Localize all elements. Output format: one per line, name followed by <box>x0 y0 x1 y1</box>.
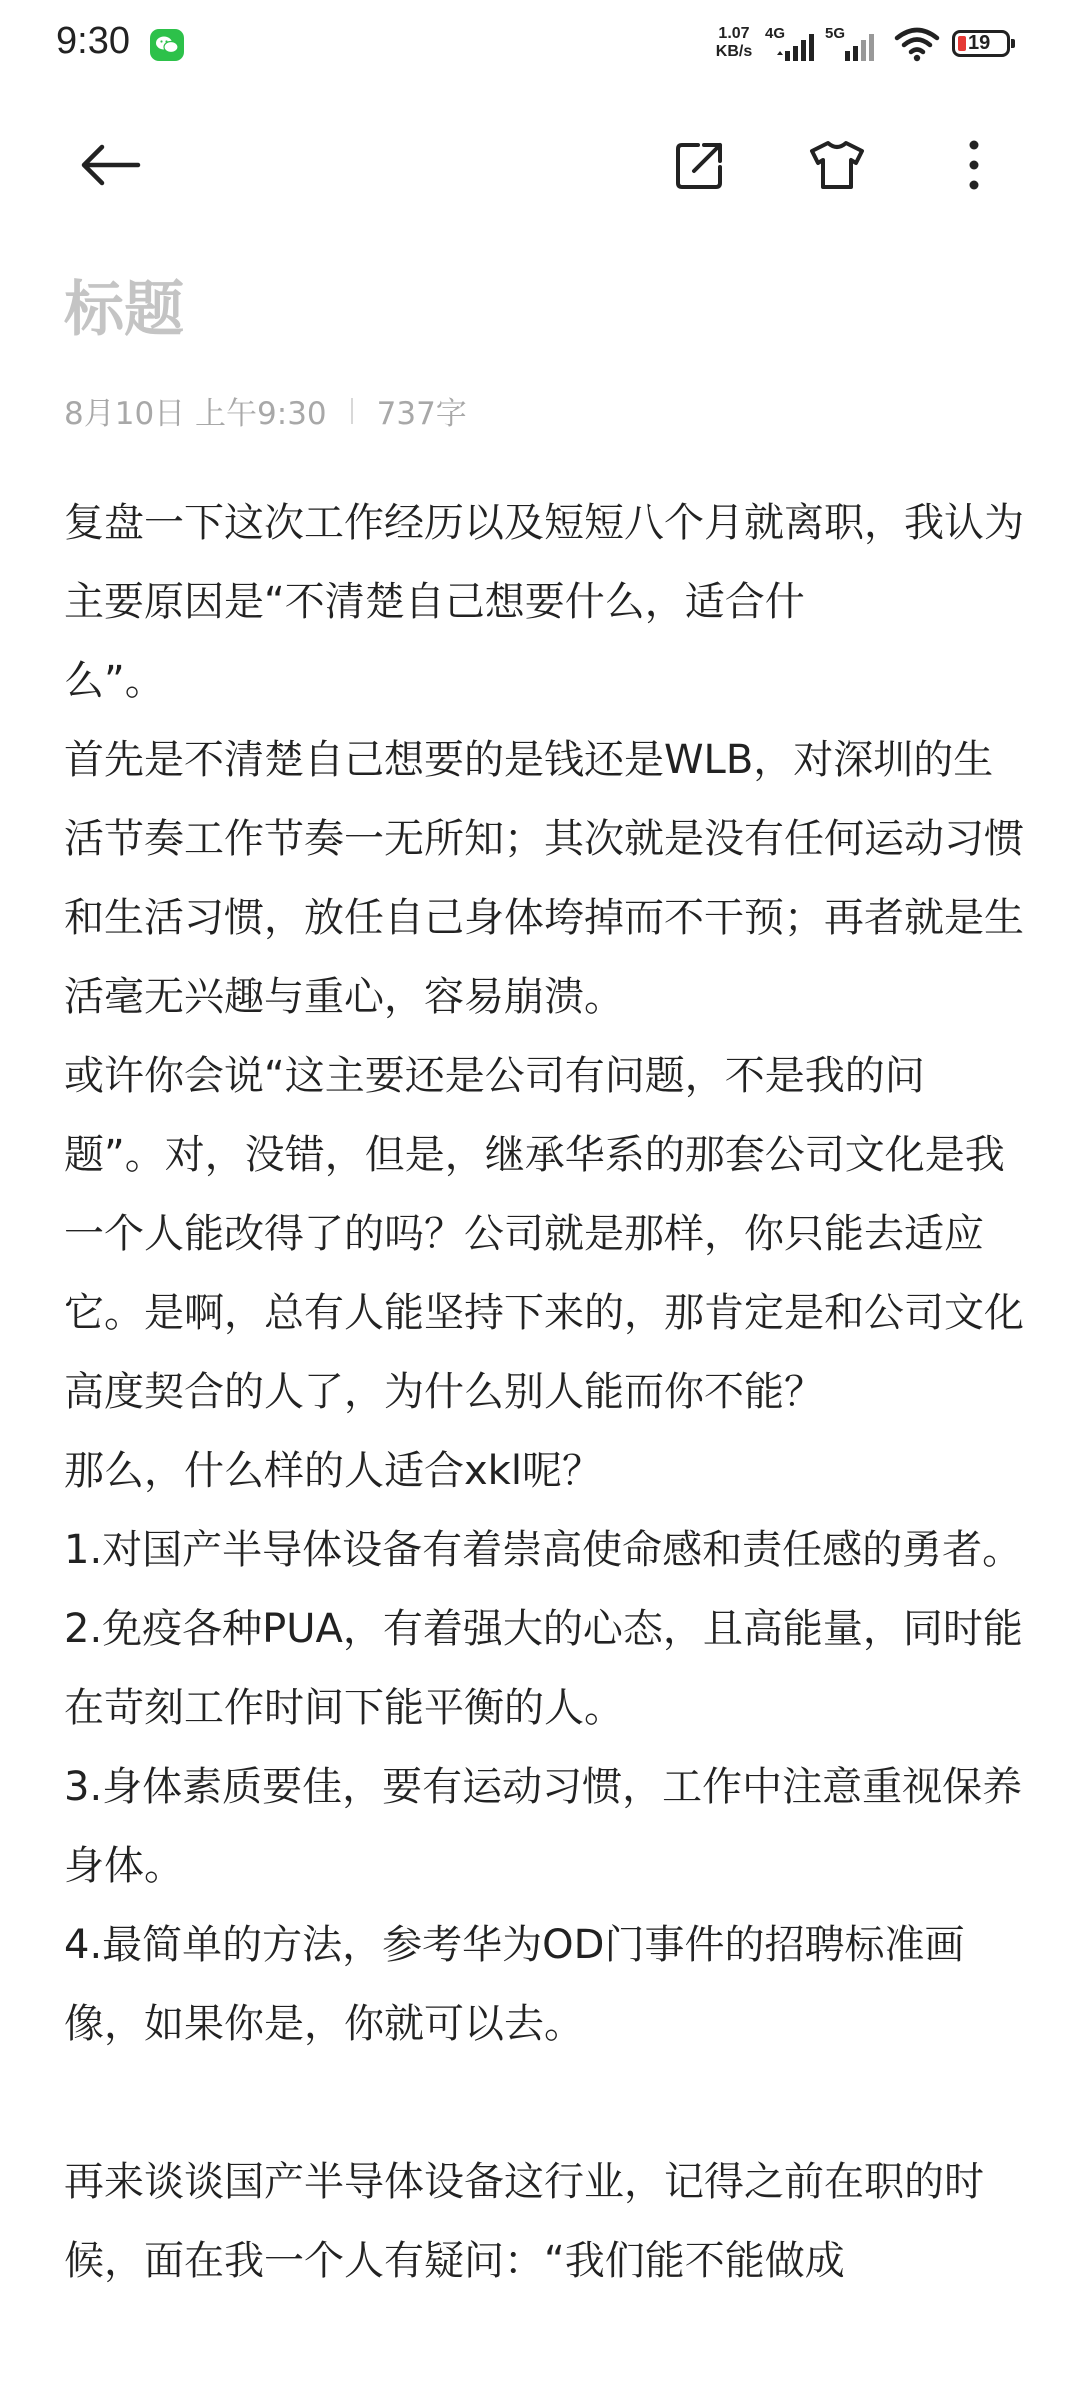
share-export-icon <box>674 139 726 191</box>
cellular-signal-2 <box>825 25 889 61</box>
note-paragraph: 首先是不清楚自己想要的是钱还是WLB，对深圳的生活节奏工作节奏一无所知；其次就是没有任何运动习惯和生活习惯，放任自己身体垮掉而不干预；再者就是生活毫无兴趣与重心，容易崩溃。 <box>64 737 1024 1020</box>
battery-icon <box>952 30 1010 57</box>
more-options-button[interactable] <box>934 125 1014 205</box>
note-paragraph: 复盘一下这次工作经历以及短短八个月就离职，我认为主要原因是“不清楚自己想要什么，适合什 么”。 <box>64 500 1024 704</box>
share-button[interactable] <box>660 125 740 205</box>
note-paragraph: 或许你会说“这主要还是公司有问题，不是我的问题”。对，没错，但是，继承华系的那套公司文化是我一个人能改得了的吗？公司就是那样，你只能去适应它。是啊，总有人能坚持下来的，那肯定是和公司文化高度契合的人了，为什么别人能而你不能？ <box>64 1053 1024 1415</box>
signal-bars-icon <box>831 29 889 63</box>
note-paragraph: 那么，什么样的人适合xkl呢？ <box>64 1448 602 1494</box>
note-date: 8月10日 上午9:30 <box>64 396 327 432</box>
network-type-label: 5G <box>825 25 846 42</box>
wifi-icon <box>894 26 940 62</box>
note-meta <box>64 388 467 433</box>
back-button[interactable] <box>70 125 150 205</box>
note-paragraph: 2.免疫各种PUA，有着强大的心态，且高能量，同时能在苛刻工作时间下能平衡的人。 <box>64 1606 1023 1731</box>
theme-button[interactable] <box>797 125 877 205</box>
network-type-label: 4G <box>765 25 786 42</box>
cellular-signal-1 <box>765 25 829 61</box>
meta-divider <box>351 398 353 424</box>
status-bar <box>0 0 1080 90</box>
note-title-input[interactable]: 标题 <box>64 275 184 345</box>
battery-fill <box>958 36 966 51</box>
note-paragraph: 3.身体素质要佳，要有运动习惯，工作中注意重视保养身体。 <box>64 1764 1023 1889</box>
note-toolbar <box>0 120 1080 210</box>
note-word-count: 737字 <box>376 396 467 432</box>
battery-level: 19 <box>968 32 991 54</box>
tshirt-icon <box>808 139 866 191</box>
network-speed <box>710 25 758 61</box>
note-paragraph: 再来谈谈国产半导体设备这行业，记得之前在职的时候，面在我一个人有疑问：“我们能不能做成 <box>64 2159 984 2284</box>
blank-line <box>64 2064 1024 2143</box>
note-body-editor[interactable] <box>64 484 1024 2301</box>
status-time: 9:30 <box>56 20 130 62</box>
note-paragraph: 4.最简单的方法，参考华为OD门事件的招聘标准画像，如果你是，你就可以去。 <box>64 1922 965 2047</box>
network-speed-unit: KB/s <box>715 43 753 60</box>
network-speed-value: 1.07 <box>718 25 750 42</box>
wechat-icon <box>150 29 184 61</box>
signal-bars-icon <box>771 29 829 63</box>
more-vertical-icon <box>968 139 980 191</box>
note-paragraph: 1.对国产半导体设备有着崇高使命感和责任感的勇者。 <box>64 1527 1023 1573</box>
arrow-left-icon <box>78 143 142 187</box>
